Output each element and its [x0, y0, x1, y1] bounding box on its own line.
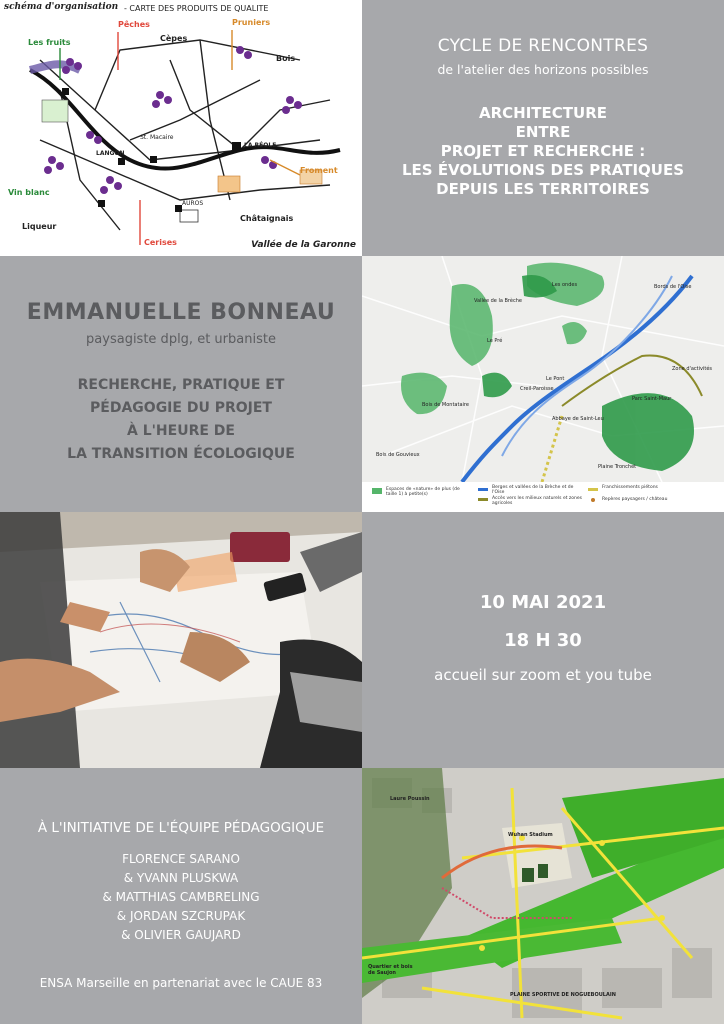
workshop-photo — [0, 512, 362, 768]
partner-line: ENSA Marseille en partenariat avec le CAUE 83 — [39, 976, 323, 990]
label-pont: Le Pont — [546, 376, 565, 382]
speaker-panel — [0, 256, 362, 512]
label-st-macaire: St. Macaire — [140, 134, 174, 141]
legend-item: Repères paysagers / château — [602, 497, 668, 502]
theme-line: PROJET ET RECHERCHE : — [440, 142, 646, 160]
speaker-name: EMMANUELLE BONNEAU — [26, 300, 336, 325]
label-froment: Froment — [300, 166, 338, 175]
label-bords: Bords de l'Oise — [654, 284, 692, 290]
label-les-ondes: Les ondes — [552, 282, 578, 288]
team-member: & MATTHIAS CAMBRELING — [102, 890, 260, 904]
label-liqueur: Liqueur — [22, 222, 57, 231]
talk-line: À L'HEURE DE — [127, 423, 235, 439]
cycle-theme — [362, 104, 724, 199]
valley-map-drawing — [362, 256, 724, 512]
team-heading: À L'INITIATIVE DE L'ÉQUIPE PÉDAGOGIQUE — [37, 820, 325, 836]
label-abbaye: Abbaye de Saint-Leu — [552, 416, 604, 422]
speaker-role: paysagiste dplg, et urbaniste — [86, 332, 276, 347]
plan-label-2: Quartier et bois de Saujon — [368, 964, 413, 976]
garonne-river — [30, 70, 340, 169]
label-cepes: Cèpes — [160, 34, 188, 43]
label-langon: LANGON — [96, 150, 125, 157]
theme-line: DEPUIS LES TERRITOIRES — [436, 180, 650, 198]
label-cerises: Cerises — [144, 238, 177, 247]
valley-map-panel — [362, 256, 724, 512]
event-panel — [362, 512, 724, 768]
theme-line: ARCHITECTURE — [479, 104, 607, 122]
event-time: 18 H 30 — [504, 630, 582, 651]
event-date: 10 MAI 2021 — [479, 592, 607, 613]
label-pruniers: Pruniers — [232, 18, 271, 27]
cycle-subtitle: de l'atelier des horizons possibles — [437, 62, 649, 77]
talk-line: PÉDAGOGIE DU PROJET — [90, 400, 272, 416]
theme-line: LES ÉVOLUTIONS DES PRATIQUES — [401, 161, 685, 179]
label-bois: Bois — [276, 54, 296, 63]
team-member: FLORENCE SARANO — [122, 852, 240, 866]
cycle-title: CYCLE DE RENCONTRES — [437, 36, 649, 56]
label-foret: Bois de Gouvieux — [376, 452, 420, 458]
label-peches: Pêches — [118, 20, 150, 29]
legend-item: Accès vers les milieux naturels et zones agricoles — [492, 496, 583, 506]
theme-line: ENTRE — [515, 123, 571, 141]
plan-drawing — [362, 768, 724, 1024]
products-map-panel — [0, 0, 362, 256]
label-vallee: Vallée de la Garonne — [251, 240, 356, 250]
label-chataignais: Châtaignais — [240, 214, 294, 223]
team-member: & YVANN PLUSKWA — [123, 871, 239, 885]
label-parc: Parc Saint-Maur — [632, 396, 672, 402]
map-title: schéma d'organisation — [4, 2, 119, 12]
team-member: & OLIVIER GAUJARD — [121, 928, 241, 942]
event-access: accueil sur zoom et you tube — [434, 666, 652, 684]
label-le-pre: Le Pré — [487, 338, 503, 344]
label-paroisse: Creil-Paroisse — [520, 386, 554, 392]
plan-label-1: Laure Poussin — [390, 796, 430, 802]
label-auros: AUROS — [182, 200, 204, 207]
label-fruits: Les fruits — [28, 38, 71, 47]
talk-line: LA TRANSITION ÉCOLOGIQUE — [67, 446, 295, 462]
label-vallee-breche: Vallée de la Brèche — [474, 298, 522, 304]
talk-line: RECHERCHE, PRATIQUE ET — [77, 377, 285, 393]
plan-label-4: Wuhan Stadium — [508, 832, 553, 838]
label-vin: Vin blanc — [8, 188, 50, 197]
legend-item: Franchissements piétons — [602, 485, 658, 490]
talk-title — [0, 374, 362, 466]
label-bois-ronde: Bois de Montataire — [422, 402, 469, 408]
label-plaine: Plaine Tronchet — [598, 464, 637, 470]
legend-item: Espaces de «nature» de plus (de taille 1) à petite(s) — [386, 487, 460, 497]
map-subtitle: - CARTE DES PRODUITS DE QUALITE — [124, 4, 269, 13]
legend-item: Berges et vallées de la Brèche et de l'Oise — [492, 485, 574, 495]
team-members — [0, 850, 362, 945]
team-panel — [0, 768, 362, 1024]
label-la-reole: LA RÉOLE — [244, 142, 277, 149]
cycle-panel — [362, 0, 724, 256]
plan-label-3: PLAINE SPORTIVE DE NOGUEBOULAIN — [510, 992, 616, 998]
team-member: & JORDAN SZCRUPAK — [116, 909, 246, 923]
pencil-case — [230, 532, 290, 562]
workshop-photo-drawing — [0, 512, 362, 768]
label-zone: Zone d'activités — [672, 366, 713, 372]
plan-panel — [362, 768, 724, 1024]
